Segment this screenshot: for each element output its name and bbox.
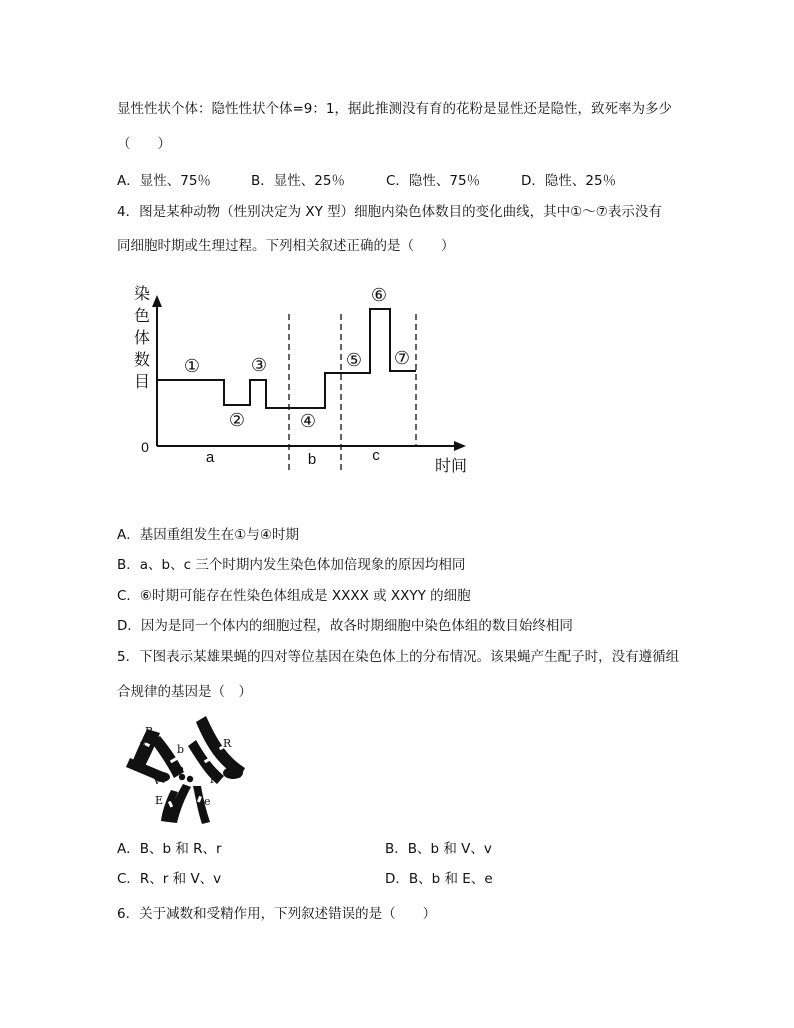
q3-option-b[interactable]: B．显性、25％	[251, 173, 345, 189]
y-axis-label-char: 染	[133, 286, 151, 303]
segment-label-b: b	[307, 451, 317, 468]
q4-option-a[interactable]: A．基因重组发生在①与④时期	[117, 527, 299, 543]
y-axis-label-char: 目	[133, 374, 151, 391]
gene-label-V: V	[153, 774, 161, 787]
q3-option-a[interactable]: A．显性、75％	[117, 173, 211, 189]
gene-label-B: B	[145, 725, 154, 738]
gene-label-v: v	[140, 738, 147, 751]
q5-option-d[interactable]: D．B、b 和 E、e	[385, 871, 493, 887]
stage-label-1: ①	[183, 356, 201, 376]
segment-label-c: c	[372, 447, 380, 464]
dot-chromosome	[187, 776, 193, 782]
q4-stem-line2: 同细胞时期或生理过程。下列相关叙述正确的是（ ）	[117, 238, 455, 254]
q4-stem-line1: 4．图是某种动物（性别决定为 XY 型）细胞内染色体数目的变化曲线，其中①～⑦表示没有	[117, 204, 662, 220]
stage-label-6: ⑥	[370, 285, 388, 305]
q4-option-d[interactable]: D．因为是同一个体内的细胞过程，故各时期细胞中染色体组的数目始终相同	[117, 618, 573, 634]
q3-option-d[interactable]: D．隐性、25％	[521, 173, 617, 189]
y-axis-label-char: 数	[133, 352, 151, 369]
x-axis-arrow	[454, 441, 466, 451]
q3-option-c[interactable]: C．隐性、75％	[386, 173, 481, 189]
dot-chromosome	[179, 767, 183, 771]
gene-label-b: b	[177, 743, 185, 756]
stage-label-7: ⑦	[393, 348, 411, 368]
q5-stem-line2: 合规律的基因是（ ）	[117, 684, 252, 700]
chromosome-right-knob	[223, 767, 243, 779]
fruitfly-chromosome-figure	[126, 716, 245, 824]
gene-label-E: E	[155, 794, 164, 807]
stage-label-2: ②	[228, 410, 246, 430]
stage-label-3: ③	[250, 355, 268, 375]
gene-label-r: r	[210, 773, 216, 786]
y-axis-label-char: 色	[133, 308, 151, 325]
segment-label-a: a	[205, 449, 215, 466]
x-axis-label: 时间	[434, 458, 468, 475]
origin-label: 0	[141, 439, 149, 455]
q6-stem-line1: 6．关于减数和受精作用，下列叙述错误的是（ ）	[117, 906, 437, 922]
q4-option-c[interactable]: C．⑥时期可能存在性染色体组成是 XXXX 或 XXYY 的细胞	[117, 588, 471, 604]
dot-chromosome	[179, 774, 185, 780]
q3-stem-line1: 显性性状个体：隐性性状个体=9：1，据此推测没有育的花粉是显性还是隐性，致死率为多少	[117, 101, 672, 117]
gene-label-e: e	[204, 795, 211, 808]
y-axis-label-char: 体	[133, 330, 151, 347]
stage-label-4: ④	[299, 411, 317, 431]
y-axis-arrow	[152, 295, 162, 307]
q5-stem-line1: 5．下图表示某雄果蝇的四对等位基因在染色体上的分布情况。该果蝇产生配子时，没有遵循组	[117, 649, 680, 665]
gene-label-R: R	[223, 737, 232, 750]
q5-option-a[interactable]: A．B、b 和 R、r	[117, 841, 222, 857]
q5-option-c[interactable]: C．R、r 和 V、v	[117, 871, 222, 887]
q3-stem-line2: （ ）	[117, 136, 171, 152]
q4-option-b[interactable]: B．a、b、c 三个时期内发生染色体加倍现象的原因均相同	[117, 557, 466, 573]
stage-label-5: ⑤	[345, 350, 363, 370]
q5-option-b[interactable]: B．B、b 和 V、v	[385, 841, 492, 857]
